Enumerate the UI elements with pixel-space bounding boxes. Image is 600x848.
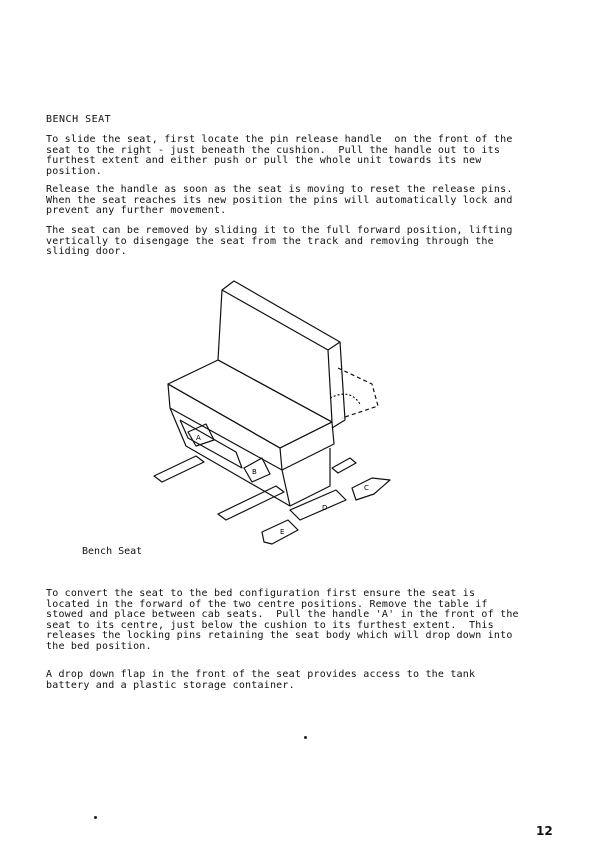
paragraph-bed-conversion: To convert the seat to the bed configuration first ensure the seat is located in the forward of the two centre positions. Remove the table if stowed and place between cab seats. Pull the handle 'A' in the front of the seat to its centre, just below the cushion to its furthest extent. This releases the locking pins retaining the seat body which will drop down into the bed position.	[46, 588, 525, 652]
paragraph-remove-seat: The seat can be removed by sliding it to the full forward position, lifting vertically to disengage the seat from the track and removing through the sliding door.	[46, 225, 519, 257]
base-side	[290, 448, 330, 506]
track-right	[218, 486, 284, 520]
backrest-top	[222, 281, 340, 350]
label-c: C	[364, 484, 369, 492]
rotation-arc	[330, 394, 360, 404]
cushion-front	[168, 384, 282, 470]
speck-mark	[94, 816, 97, 819]
arrow-d	[290, 490, 346, 520]
label-b: B	[252, 468, 257, 476]
backrest-side	[332, 342, 345, 428]
backrest-front	[218, 290, 332, 422]
track-rear	[332, 458, 356, 473]
arrow-c	[352, 478, 390, 500]
paragraph-slide-seat: To slide the seat, first locate the pin release handle on the front of the seat to the right - just beneath the cushion. Pull the handle out to its furthest extent and either push or pull the whole unit towards its new position.	[46, 134, 519, 177]
paragraph-drop-down-flap: A drop down flap in the front of the seat provides access to the tank battery and a plastic storage container.	[46, 669, 482, 691]
base-front	[170, 408, 290, 506]
figure-caption: Bench Seat	[82, 546, 143, 557]
label-e: E	[280, 528, 285, 536]
section-heading: BENCH SEAT	[46, 114, 112, 125]
page-number: 12	[536, 824, 553, 838]
track-left	[154, 456, 204, 482]
paragraph-release-handle: Release the handle as soon as the seat is moving to reset the release pins. When the seat reaches its new position the pins will automatically lock and prevent any further movement.	[46, 184, 525, 216]
label-a: A	[196, 434, 201, 442]
speck-mark	[304, 736, 307, 739]
cushion-side	[280, 422, 334, 470]
label-d: D	[322, 504, 328, 512]
